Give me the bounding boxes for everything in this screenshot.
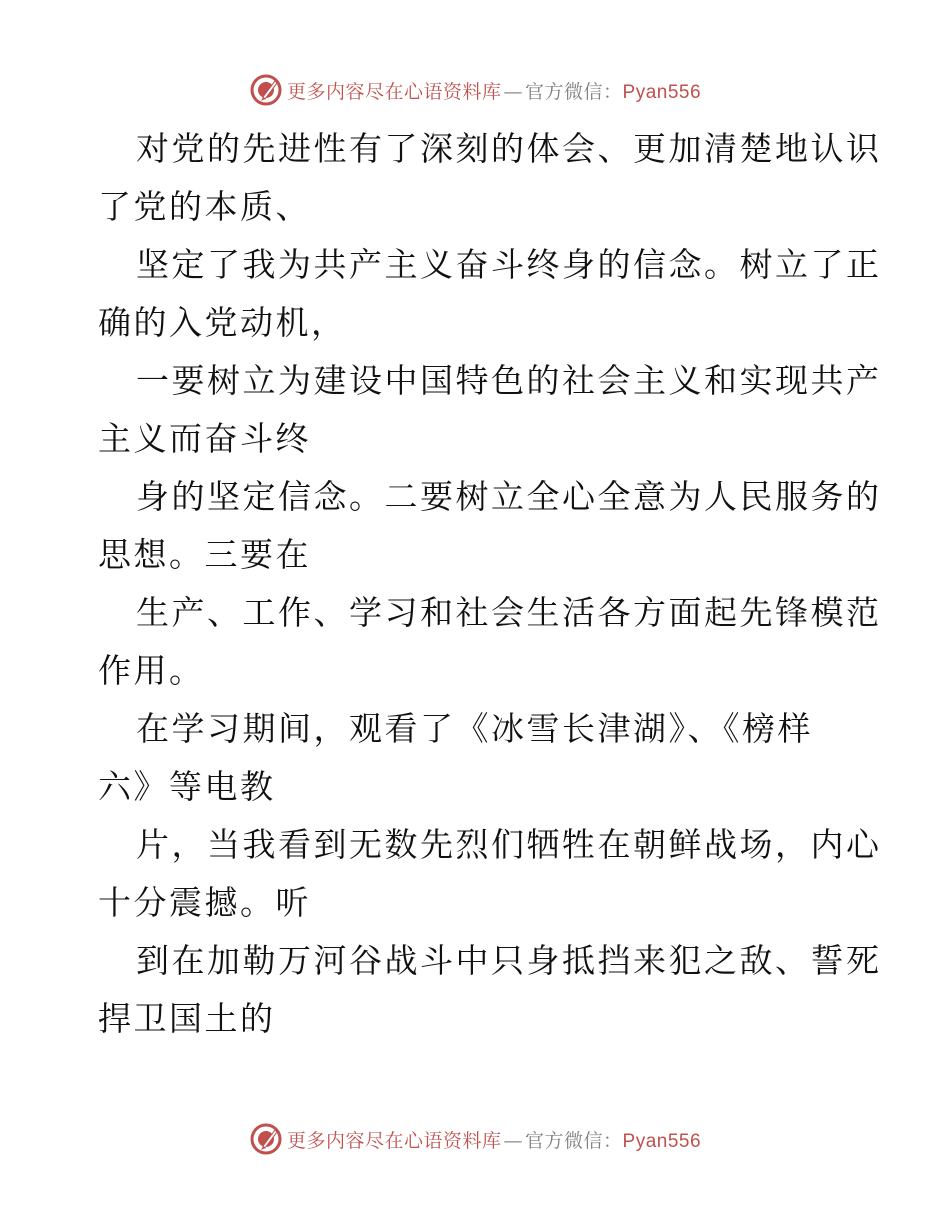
banner-site-text: 更多内容尽在心语资料库 xyxy=(286,80,502,103)
banner-colon: ： xyxy=(603,80,623,103)
paragraph xyxy=(98,236,882,352)
paragraph-line: 片，当我看到无数先烈们牺牲在朝鲜战场，内心 xyxy=(136,825,882,864)
paragraph xyxy=(98,468,882,584)
paragraph-line: 确的入党动机， xyxy=(98,303,347,342)
paragraph xyxy=(98,816,882,932)
paragraph-line: 一要树立为建设中国特色的社会主义和实现共产 xyxy=(136,361,882,400)
banner-wechat-label: 官方微信 xyxy=(524,1129,603,1152)
banner-text xyxy=(287,77,701,104)
banner-colon: ： xyxy=(603,1129,623,1152)
banner-wechat-label: 官方微信 xyxy=(524,80,603,103)
footer-banner xyxy=(0,1119,950,1159)
banner-separator: — xyxy=(503,1129,523,1152)
paragraph xyxy=(98,584,882,700)
paragraph-line: 六》等电教 xyxy=(98,767,276,806)
paragraph-line: 到在加勒万河谷战斗中只身抵挡来犯之敌、誓死 xyxy=(136,941,882,980)
paragraph-line: 生产、工作、学习和社会生活各方面起先锋模范 xyxy=(136,593,882,632)
banner-site-text: 更多内容尽在心语资料库 xyxy=(286,1129,502,1152)
paragraph-line: 在学习期间，观看了《冰雪长津湖》、《榜样 xyxy=(136,709,813,748)
paragraph-line: 坚定了我为共产主义奋斗终身的信念。树立了正 xyxy=(136,245,882,284)
paragraph-line: 十分震撼。听 xyxy=(98,883,311,922)
logo-icon xyxy=(249,1122,283,1156)
banner-wechat-id: Pyan556 xyxy=(622,81,702,103)
banner-wechat-id: Pyan556 xyxy=(622,1130,702,1152)
paragraph-line: 捍卫国土的 xyxy=(98,999,276,1038)
logo-icon xyxy=(249,73,283,107)
paragraph-line: 主义而奋斗终 xyxy=(98,419,311,458)
paragraph-line: 身的坚定信念。二要树立全心全意为人民服务的 xyxy=(136,477,882,516)
paragraph-line: 思想。三要在 xyxy=(98,535,311,574)
header-banner xyxy=(0,70,950,110)
banner-separator: — xyxy=(503,80,523,103)
paragraph xyxy=(98,352,882,468)
paragraph-line: 作用。 xyxy=(98,651,205,690)
banner-text xyxy=(287,1126,701,1153)
document-body xyxy=(98,120,882,1048)
paragraph xyxy=(98,700,858,816)
paragraph-line: 对党的先进性有了深刻的体会、更加清楚地认识 xyxy=(136,129,882,168)
paragraph xyxy=(98,932,882,1048)
paragraph xyxy=(98,120,882,236)
paragraph-line: 了党的本质、 xyxy=(98,187,311,226)
